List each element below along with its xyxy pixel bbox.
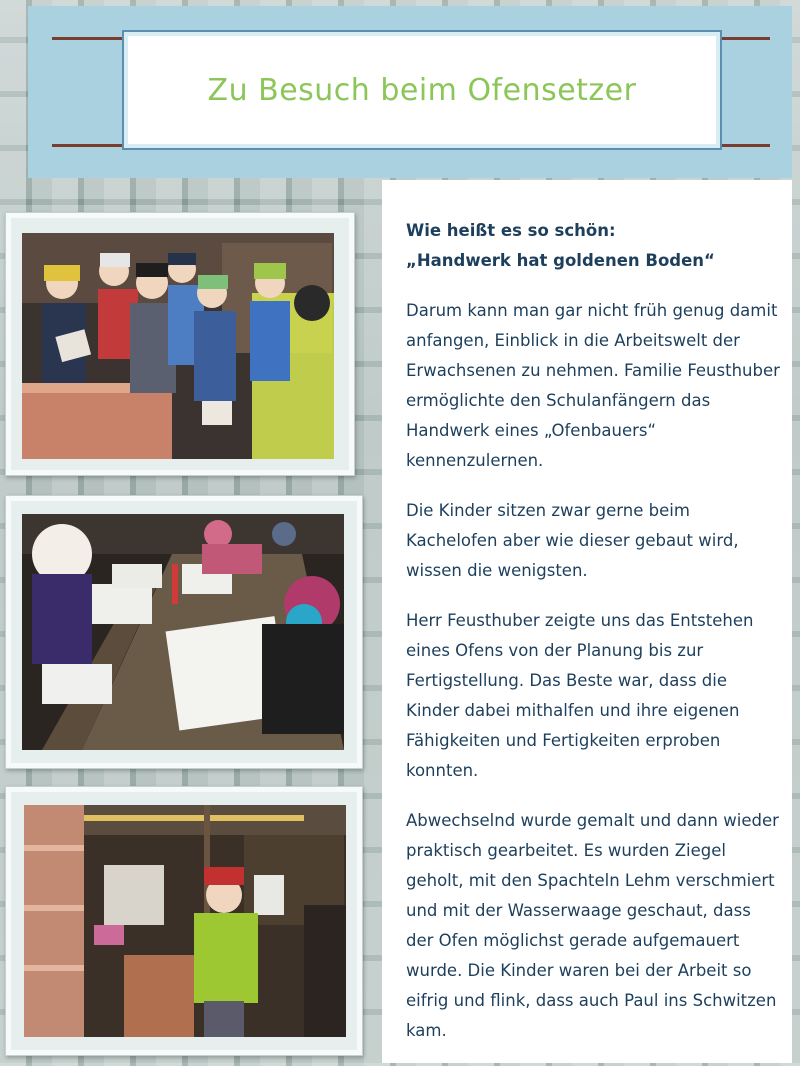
photo-frame-2 [5,495,363,769]
photo-children-drawing [22,514,344,750]
paragraph-2: Die Kinder sitzen zwar gerne beim Kachelofen aber wie dieser gebaut wird, wissen die wenigsten. [406,501,739,580]
title-rule-right-top [718,37,770,40]
photo-frame-3 [5,786,363,1056]
photo-frame-1 [5,212,355,476]
title-rule-left-top [52,37,122,40]
title-rule-right-bottom [718,144,770,147]
lead-line-1: Wie heißt es so schön: [406,221,616,240]
lead-line-2: „Handwerk hat goldenen Boden“ [406,251,715,270]
article-lead [406,216,782,276]
page-title: Zu Besuch beim Ofensetzer [207,72,637,108]
photo-child-with-bricks-image [24,805,346,1037]
photo-children-drawing-image [22,514,344,750]
photo-children-at-oven-image [22,233,334,459]
paragraph-4: Abwechselnd wurde gemalt und dann wieder praktisch gearbeitet. Es wurden Ziegel geholt, mit den Spachteln Lehm verschmiert und mit der Wasserwaage geschaut, dass der Ofen möglichst gerade aufgemauert wurde. Die Kinder waren bei der Arbeit so eifrig und flink, dass auch Paul ins Schwitzen kam. [406,811,779,1040]
photo-children-at-oven [22,233,334,459]
article-body [406,216,782,1066]
photo-child-with-bricks [24,805,346,1037]
title-rule-left-bottom [52,144,122,147]
title-box [122,30,722,150]
paragraph-1: Darum kann man gar nicht früh genug damit anfangen, Einblick in die Arbeitswelt der Erwachsenen zu nehmen. Familie Feusthuber ermöglichte den Schulanfängern das Handwerk eines „Ofenbauers“ kennenzulernen. [406,301,780,470]
paragraph-3: Herr Feusthuber zeigte uns das Entstehen eines Ofens von der Planung bis zur Fertigstellung. Das Beste war, dass die Kinder dabei mithalfen und ihre eigenen Fähigkeiten und Fertigkeiten erproben konnten. [406,611,754,780]
article-panel [382,180,792,1063]
